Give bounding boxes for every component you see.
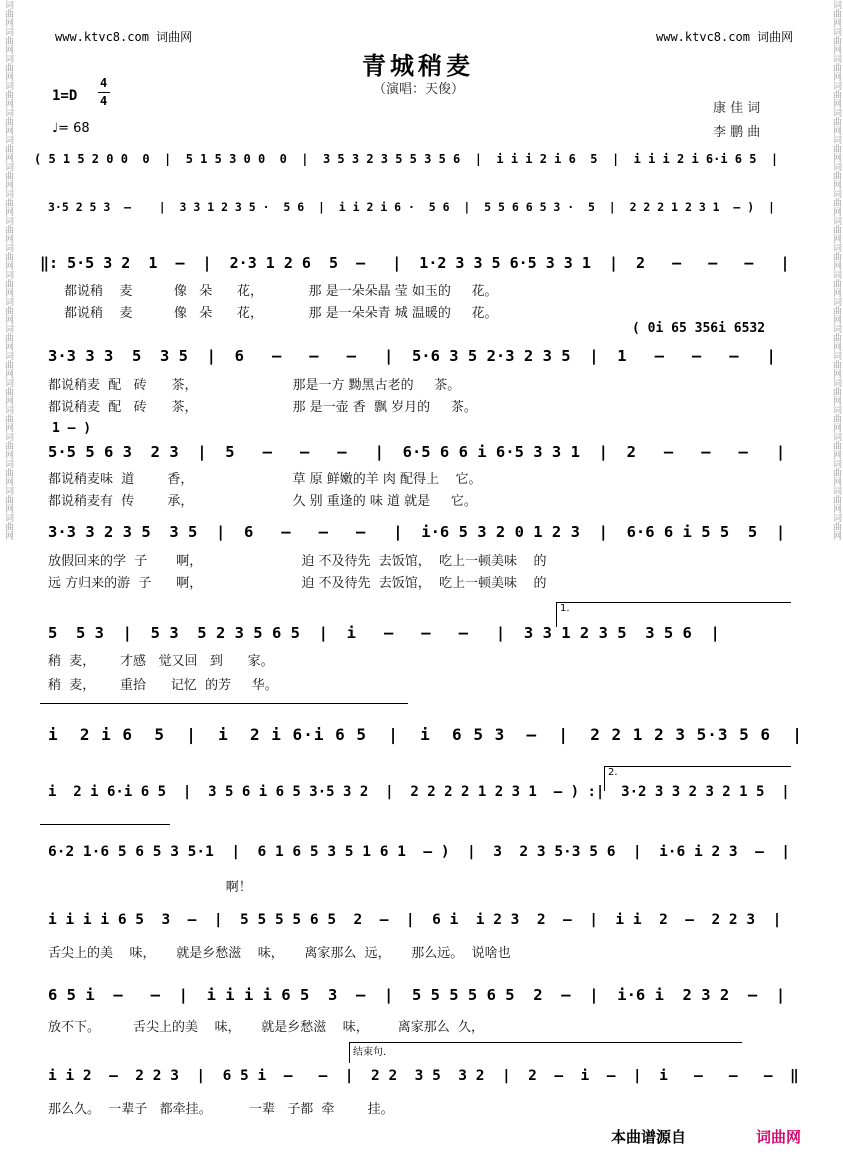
- volta-second-label: 2.: [608, 767, 618, 778]
- score-row-6: 3·3 3 2 3 5 3 5 | 6 — — — | i·6 5 3 2 0 1 2 3 | 6·6 6 i 5 5 5 |: [48, 523, 786, 541]
- ending-bracket: [349, 1042, 742, 1063]
- footer-source: 本曲谱源自: [611, 1128, 687, 1146]
- score-row-12: 6 5 i — — | i i i i 6 5 3 — | 5 5 5 5 6 5 2 — | i·6 i 2 3 2 — |: [48, 986, 786, 1004]
- lyric-row-3b: 都说稍 麦 像 朵 花， 那 是一朵朵青 城 温暖的 花。: [64, 306, 498, 321]
- composer-credit: 李 鹏 曲: [713, 125, 761, 140]
- score-row-8: i 2 i 6 5 | i 2 i 6·i 6 5 | i 6 5 3 — | 2 2 1 2 3 5·3 5 6 |: [48, 725, 803, 744]
- watermark-text: 词曲网: [3, 0, 13, 27]
- tempo-mark: ♩= 68: [52, 121, 90, 136]
- right-watermark: 词曲网词曲网词曲网词曲网词曲网词曲网词曲网词曲网词曲网词曲网词曲网词曲网词曲网词曲网词曲网词曲网词曲网词曲网词曲网词曲网: [831, 0, 841, 540]
- key-signature: 1=D: [52, 88, 78, 104]
- score-row-2: 3·5 2 5 3 — | 3 3 1 2 3 5 · 5 6 | i i 2 i 6 · 5 6 | 5 5 6 6 5 3 · 5 | 2 2 2 1 2 3 1 — ) |: [48, 200, 775, 214]
- time-signature-bar: [98, 92, 110, 93]
- section-rule-2: [40, 824, 170, 825]
- score-row-11: i i i i 6 5 3 — | 5 5 5 5 6 5 2 — | 6 i i 2 3 2 — | i i 2 — 2 2 3 |: [48, 912, 782, 928]
- lyric-row-5a: 都说稍麦味 道 香， 草 原 鲜嫩的羊 肉 配得上 它。: [48, 472, 482, 487]
- section-rule: [40, 703, 408, 704]
- lyric-row-4a: 都说稍麦 配 砖 茶， 那是一方 黝黑古老的 茶。: [48, 378, 461, 393]
- volta-first-label: 1.: [560, 603, 570, 614]
- interlude-mark: ( 0i 65 356i 6532: [632, 321, 766, 336]
- interlude-end-mark: 1 — ): [52, 421, 92, 436]
- lyric-row-3a: 都说稍 麦 像 朵 花， 那 是一朵朵晶 莹 如玉的 花。: [64, 284, 498, 299]
- lyric-row-5b: 都说稍麦有 传 承， 久 别 重逢的 味 道 就是 它。: [48, 494, 477, 509]
- footer-brand-link[interactable]: 词曲网: [756, 1128, 802, 1146]
- left-watermark: 词曲网词曲网词曲网词曲网词曲网词曲网词曲网词曲网词曲网词曲网词曲网词曲网词曲网词曲网词曲网词曲网词曲网词曲网词曲网词曲网: [3, 0, 13, 540]
- lyric-row-4b: 都说稍麦 配 砖 茶， 那 是一壶 香 飘 岁月的 茶。: [48, 400, 477, 415]
- site-link-right[interactable]: www.ktvc8.com 词曲网: [656, 30, 794, 44]
- ending-label: 结束句.: [353, 1047, 387, 1058]
- lyricist-credit: 康 佳 词: [713, 101, 761, 116]
- site-link-left[interactable]: www.ktvc8.com 词曲网: [55, 30, 193, 44]
- lyric-row-7b: 稍 麦， 重拾 记忆 的芳 华。: [48, 678, 278, 693]
- song-title: 青城稍麦: [362, 51, 474, 80]
- lyric-row-6b: 远 方归来的游 子 啊， 迫 不及待先 去饭馆， 吃上一顿美味 的: [48, 576, 547, 591]
- lyric-row-12: 放不下。 舌尖上的美 味， 就是乡愁滋 味， 离家那么 久，: [48, 1020, 484, 1035]
- score-row-5: 5·5 5 6 3 2 3 | 5 — — — | 6·5 6 6 i 6·5 3 3 1 | 2 — — — |: [48, 443, 786, 461]
- score-row-3: ‖: 5·5 3 2 1 — | 2·3 1 2 6 5 — | 1·2 3 3 5 6·5 3 3 1 | 2 — — — |: [40, 254, 790, 272]
- time-signature-bottom: 4: [100, 94, 108, 108]
- score-row-9: i 2 i 6·i 6 5 | 3 5 6 i 6 5 3·5 3 2 | 2 2 2 2 1 2 3 1 — ) :| 3·2 3 3 2 3 2 1 5 |: [48, 784, 790, 800]
- lyric-row-11: 舌尖上的美 味， 就是乡愁滋 味， 离家那么 远， 那么远。 说啥也: [48, 946, 511, 961]
- score-row-7: 5 5 3 | 5 3 5 2 3 5 6 5 | i — — — | 3 3 1 2 3 5 3 5 6 |: [48, 624, 720, 642]
- singer-line: （演唱：天俊）: [373, 82, 465, 97]
- lyric-row-13: 那么久。 一辈子 都牵挂。 一辈 子都 牵 挂。: [48, 1102, 394, 1117]
- time-signature-top: 4: [100, 76, 108, 90]
- score-row-1: ( 5 1 5 2 0 0 0 | 5 1 5 3 0 0 0 | 3 5 3 2 3 5 5 3 5 6 | i i i 2 i 6 5 | i i i 2 i 6·i 6 5 |: [34, 152, 779, 166]
- lyric-row-10: 啊！: [48, 880, 252, 895]
- score-row-10: 6·2 1·6 5 6 5 3 5·1 | 6 1 6 5 3 5 1 6 1 — ) | 3 2 3 5·3 5 6 | i·6 i 2 3 — |: [48, 844, 791, 860]
- lyric-row-7a: 稍 麦， 才感 觉又回 到 家。: [48, 654, 274, 669]
- lyric-row-6a: 放假回来的学 子 啊， 迫 不及待先 去饭馆， 吃上一顿美味 的: [48, 554, 547, 569]
- score-row-4: 3·3 3 3 5 3 5 | 6 — — — | 5·6 3 5 2·3 2 3 5 | 1 — — — |: [48, 347, 776, 365]
- score-row-13: i i 2 — 2 2 3 | 6 5 i — — | 2 2 3 5 3 2 | 2 — i — | i — — — ‖: [48, 1068, 799, 1084]
